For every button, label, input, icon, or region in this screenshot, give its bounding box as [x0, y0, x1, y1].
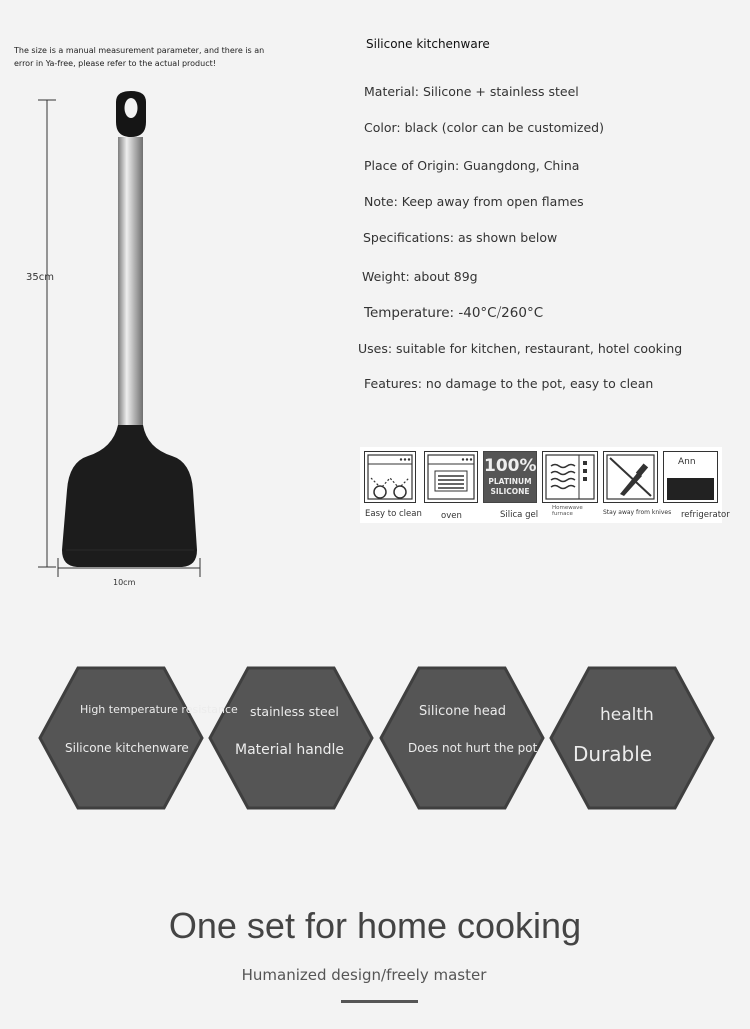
- spec-temperature: Temperature: -40°C⧸260°C: [364, 305, 544, 321]
- hexagon-4: [551, 668, 713, 808]
- spec-weight: Weight: about 89g: [362, 269, 478, 284]
- caption-silica-gel: Silica gel: [500, 510, 539, 520]
- hexagon-1-line2: Silicone kitchenware: [65, 741, 189, 755]
- hexagon-4-line1: health: [600, 705, 654, 725]
- measurement-note: The size is a manual measurement parameter, and there is an error in Ya-free, please refer to the actual product!: [14, 46, 265, 68]
- hexagon-4-line2: Durable: [573, 742, 653, 766]
- hexagon-2: [210, 668, 372, 808]
- spatula-illustration: [0, 80, 260, 600]
- height-label: 35cm: [26, 272, 54, 283]
- caption-easy-to-clean: Easy to clean: [365, 509, 422, 519]
- hexagon-1-line1: High temperature resistance: [80, 703, 238, 716]
- spec-title: Silicone kitchenware: [366, 37, 490, 51]
- hexagon-1: [40, 668, 202, 808]
- spec-origin: Place of Origin: Guangdong, China: [364, 158, 580, 173]
- hexagon-2-line1: stainless steel: [250, 704, 339, 719]
- spec-uses: Uses: suitable for kitchen, restaurant, hotel cooking: [358, 341, 683, 356]
- hexagon-3: [381, 668, 543, 808]
- feature-hexagons: [0, 660, 750, 820]
- platinum-silicone-badge-icon: 100% PLATINUM SILICONE: [483, 451, 537, 503]
- oven-icon: [424, 451, 478, 503]
- spec-material: Material: Silicone + stainless steel: [364, 84, 579, 99]
- no-knife-icon: [603, 451, 658, 503]
- caption-refrigerator: refrigerator: [681, 510, 730, 520]
- hexagon-3-line2: Does not hurt the pot: [408, 741, 538, 755]
- headline-underline: [341, 1000, 418, 1003]
- microwave-icon: [542, 451, 598, 503]
- caption-no-knives: Stay away from knives: [603, 509, 672, 516]
- hexagon-2-line2: Material handle: [235, 742, 345, 758]
- usage-icons: [360, 447, 730, 523]
- spec-note: Note: Keep away from open flames: [364, 194, 584, 209]
- refrigerator-icon: Ann: [663, 451, 718, 503]
- spec-specifications: Specifications: as shown below: [363, 230, 558, 245]
- hexagon-3-line1: Silicone head: [419, 704, 507, 719]
- caption-oven: oven: [441, 511, 462, 521]
- headline: One set for home cooking: [168, 905, 582, 946]
- spec-features: Features: no damage to the pot, easy to clean: [364, 376, 654, 391]
- steel-handle: [118, 137, 143, 425]
- spec-color: Color: black (color can be customized): [364, 120, 604, 135]
- silicone-head: [62, 425, 197, 567]
- caption-microwave: Homewave furnace: [552, 505, 583, 517]
- subline: Humanized design/freely master: [241, 966, 487, 984]
- width-label: 10cm: [113, 578, 136, 587]
- dishwasher-icon: [364, 451, 416, 503]
